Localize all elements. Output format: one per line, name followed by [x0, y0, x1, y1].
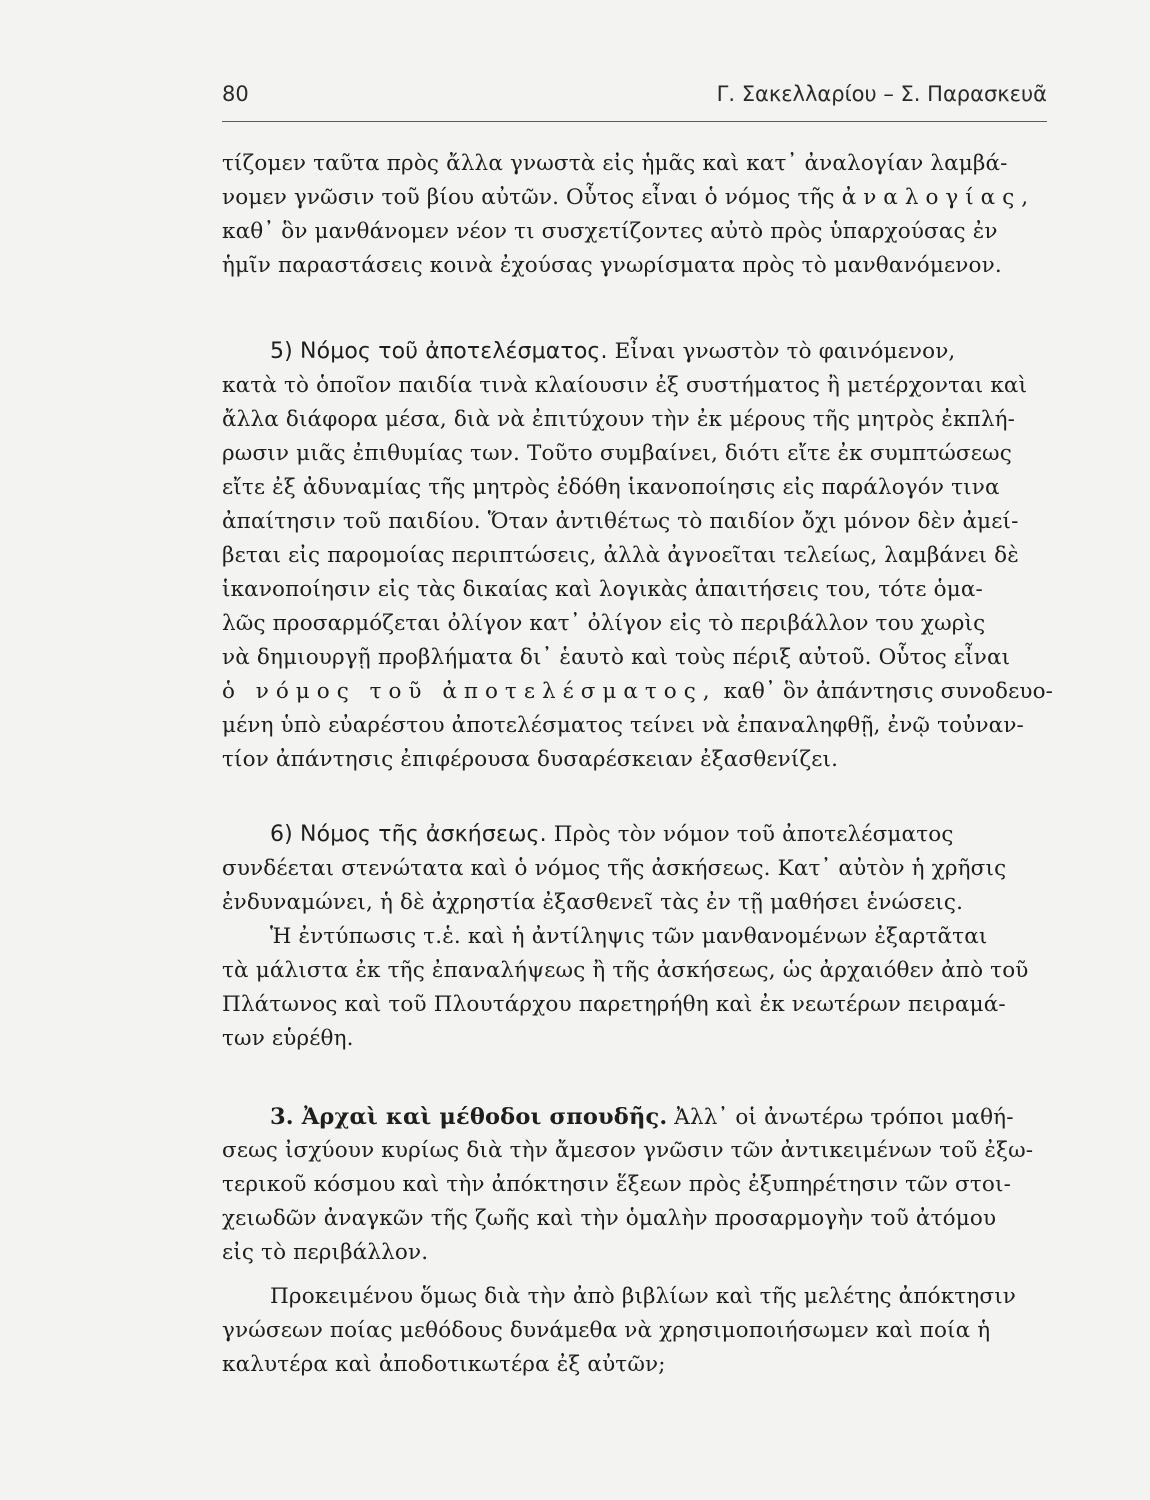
text-line: ἱκανοποίησιν εἰς τὰς δικαίας καὶ λογικὰς ἀπαιτήσεις του, τότε ὁμα-: [222, 577, 983, 602]
header-authors: Γ. Σακελλαρίου – Σ. Παρασκευᾶ: [716, 82, 1047, 106]
paragraph-analogy: [222, 147, 1047, 283]
text-line: Προκειμένου ὅμως διὰ τὴν ἀπὸ βιβλίων καὶ τῆς μελέτης ἀπόκτησιν: [270, 1284, 1016, 1309]
page-number: 80: [222, 82, 249, 106]
running-header: [222, 72, 1047, 108]
text-line: καλυτέρα καὶ ἀποδοτικωτέρα ἐξ αὐτῶν;: [222, 1352, 666, 1377]
paragraph-question: [222, 1280, 1047, 1382]
text-fragment: Πρὸς τὸν νόμον τοῦ ἀποτελέσματος: [553, 822, 954, 847]
text-line: των εὑρέθη.: [222, 1026, 354, 1051]
text-line: λῶς προσαρμόζεται ὀλίγον κατ᾽ ὀλίγον εἰς τὸ περιβάλλον του χωρὶς: [222, 611, 986, 636]
text-line: [222, 675, 1054, 709]
text-line: γνώσεων ποίας μεθόδους δυνάμεθα νὰ χρησιμοποιήσωμεν καὶ ποία ἡ: [222, 1318, 991, 1343]
text-line: ἐνδυναμώνει, ἡ δὲ ἀχρηστία ἐξασθενεῖ τὰς ἐν τῇ μαθήσει ἑνώσεις.: [222, 890, 964, 915]
text-line: ἀπαίτησιν τοῦ παιδίου. Ὅταν ἀντιθέτως τὸ παιδίον ὄχι μόνον δὲν ἀμεί-: [222, 509, 1019, 534]
text-line: χειωδῶν ἀναγκῶν τῆς ζωῆς καὶ τὴν ὁμαλὴν προσαρμογὴν τοῦ ἀτόμου: [222, 1206, 997, 1231]
text-fragment: καθ᾽ ὃν ἀπάντησις συνοδευο-: [723, 679, 1054, 704]
text-line: τερικοῦ κόσμου καὶ τὴν ἀπόκτησιν ἕξεων πρὸς ἐξυπηρέτησιν τῶν στοι-: [222, 1172, 1011, 1197]
text-line: σεως ἰσχύουν κυρίως διὰ τὴν ἄμεσον γνῶσιν τῶν ἀντικειμένων τοῦ ἐξω-: [222, 1138, 1034, 1163]
section-study-methods: [222, 1100, 1047, 1270]
text-line: [222, 335, 1047, 369]
paragraph-law-of-exercise: [222, 818, 1047, 1056]
subsection-heading: 5) Νόμος τοῦ ἀποτελέσματος.: [270, 339, 608, 364]
section-heading: 3. Ἀρχαὶ καὶ μέθοδοι σπουδῆς.: [270, 1104, 668, 1130]
text-line: [222, 1100, 1047, 1134]
text-line: Πλάτωνος καὶ τοῦ Πλουτάρχου παρετηρήθη καὶ ἐκ νεωτέρων πειραμά-: [222, 992, 1006, 1017]
text-line: τὰ μάλιστα ἐκ τῆς ἐπαναλήψεως ἢ τῆς ἀσκήσεως, ὡς ἀρχαιόθεν ἀπὸ τοῦ: [222, 958, 1029, 983]
text-fragment: Εἶναι γνωστὸν τὸ φαινόμενον,: [614, 339, 956, 364]
text-line: ἡμῖν παραστάσεις κοινὰ ἐχούσας γνωρίσματα πρὸς τὸ μανθανόμενον.: [222, 253, 1002, 278]
emphasized-term: ἀναλογίας,: [841, 185, 1036, 210]
text-line: ἄλλα διάφορα μέσα, διὰ νὰ ἐπιτύχουν τὴν ἐκ μέρους τῆς μητρὸς ἐκπλή-: [222, 407, 1016, 432]
text-fragment: Ἀλλ᾽ οἱ ἀνωτέρω τρόποι μαθή-: [674, 1105, 1014, 1130]
paragraph-law-of-effect: [222, 335, 1054, 777]
text-line: εἴτε ἐξ ἀδυναμίας τῆς μητρὸς ἐδόθη ἱκανοποίησις εἰς παράλογόν τινα: [222, 475, 1000, 500]
text-line: βεται εἰς παρομοίας περιπτώσεις, ἀλλὰ ἀγνοεῖται τελείως, λαμβάνει δὲ: [222, 543, 1019, 568]
text-line: [222, 818, 1047, 852]
text-line: τίζομεν ταῦτα πρὸς ἄλλα γνωστὰ εἰς ἡμᾶς καὶ κατ᾽ ἀναλογίαν λαμβά-: [222, 151, 1008, 176]
text-line: κατὰ τὸ ὁποῖον παιδία τινὰ κλαίουσιν ἐξ συστήματος ἢ μετέρχονται καὶ: [222, 373, 1028, 398]
text-line: μένη ὑπὸ εὐαρέστου ἀποτελέσματος τείνει νὰ ἐπαναληφθῇ, ἐνῷ τοὐναν-: [222, 713, 1024, 738]
text-line: συνδέεται στενώτατα καὶ ὁ νόμος τῆς ἀσκήσεως. Κατ᾽ αὐτὸν ἡ χρῆσις: [222, 856, 1007, 881]
emphasized-term: ὁ νόμος τοῦ ἀποτελέσματος,: [222, 679, 717, 704]
header-rule: [222, 121, 1047, 122]
text-line: ρωσιν μιᾶς ἐπιθυμίας των. Τοῦτο συμβαίνει, διότι εἴτε ἐκ συμπτώσεως: [222, 441, 1012, 466]
text-line: Ἡ ἐντύπωσις τ.ἑ. καὶ ἡ ἀντίληψις τῶν μανθανομένων ἐξαρτᾶται: [270, 924, 988, 949]
text-line: καθ᾽ ὃν μανθάνομεν νέον τι συσχετίζοντες αὐτὸ πρὸς ὑπαρχούσας ἐν: [222, 219, 998, 244]
text-line: εἰς τὸ περιβάλλον.: [222, 1240, 429, 1265]
text-line: νὰ δημιουργῇ προβλήματα δι᾽ ἑαυτὸ καὶ τοὺς πέριξ αὐτοῦ. Οὗτος εἶναι: [222, 645, 1011, 670]
text-line: [222, 181, 1047, 215]
text-fragment: νομεν γνῶσιν τοῦ βίου αὐτῶν. Οὗτος εἶναι ὁ νόμος τῆς: [222, 185, 835, 210]
subsection-heading: 6) Νόμος τῆς ἀσκήσεως.: [270, 822, 547, 847]
text-line: τίον ἀπάντησις ἐπιφέρουσα δυσαρέσκειαν ἐξασθενίζει.: [222, 747, 839, 772]
